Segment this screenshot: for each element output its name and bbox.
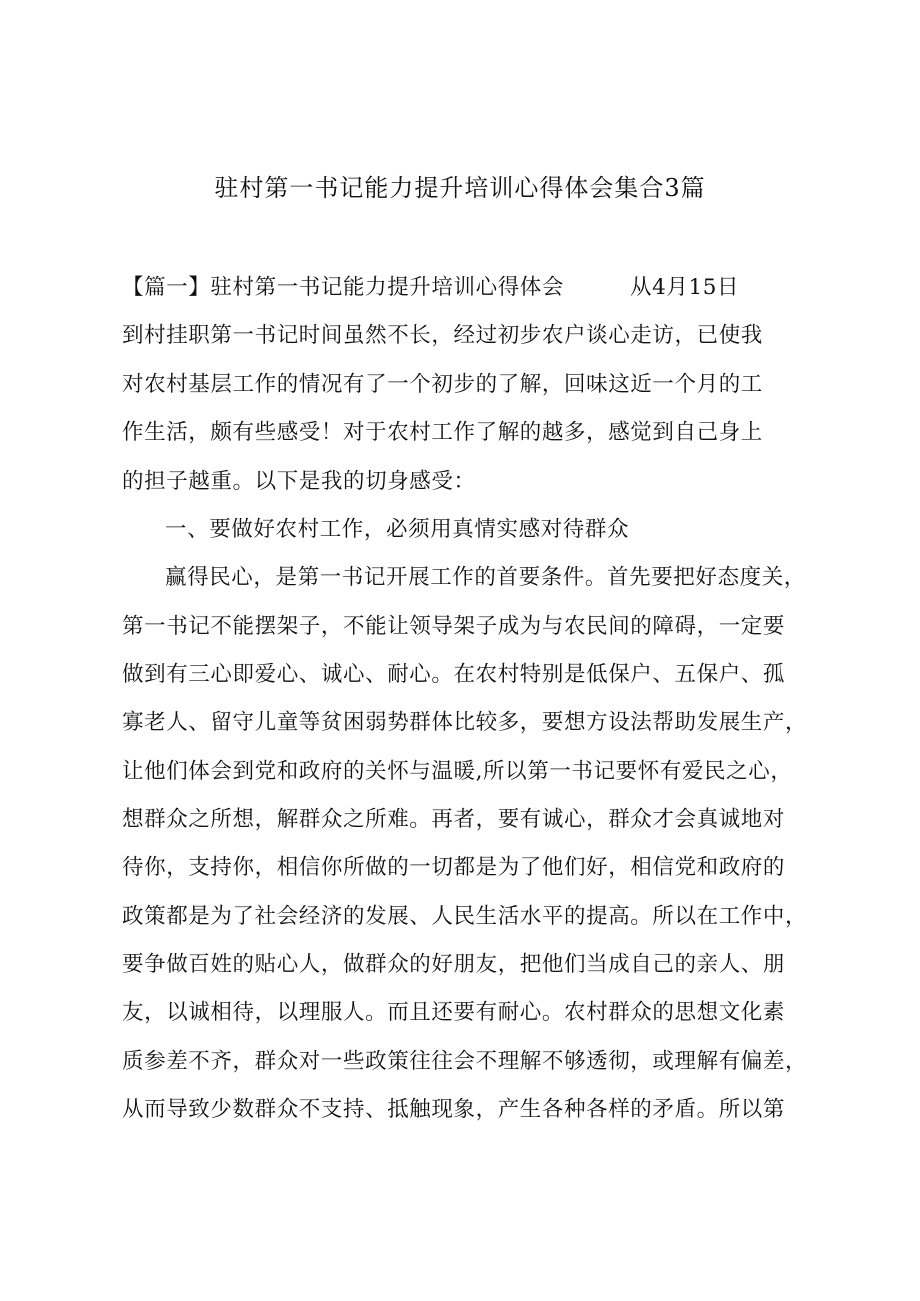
paragraph-line: 作生活，颇有些感受！对于农村工作了解的越多，感觉到自己身上 <box>122 420 763 445</box>
subheading: 一、要做好农村工作，必须用真情实感对待群众 <box>165 517 630 542</box>
section-heading-date: 从4月15日 <box>630 275 740 300</box>
paragraph-line: 到村挂职第一书记时间虽然不长，经过初步农户谈心走访，已使我 <box>122 323 763 348</box>
paragraph-line: 友，以诚相待，以理服人。而且还要有耐心。农村群众的思想文化素 <box>122 1000 786 1025</box>
paragraph-line: 做到有三心即爱心、诚心、耐心。在农村特别是低保户、五保户、孤 <box>122 662 786 687</box>
section-heading: 【篇一】驻村第一书记能力提升培训心得体会 <box>122 275 565 300</box>
section-heading-line <box>122 272 822 304</box>
paragraph-line: 寡老人、留守儿童等贫困弱势群体比较多，要想方设法帮助发展生产， <box>122 710 808 735</box>
paragraph-line: 要争做百姓的贴心人，做群众的好朋友，把他们当成自己的亲人、朋 <box>122 952 786 977</box>
paragraph-line: 想群众之所想，解群众之所难。再者，要有诚心，群众才会真诚地对 <box>122 807 786 832</box>
document-title: 驻村第一书记能力提升培训心得体会集合3篇 <box>214 174 706 202</box>
paragraph-line: 政策都是为了社会经济的发展、人民生活水平的提高。所以在工作中， <box>122 904 808 929</box>
paragraph-line: 待你，支持你，相信你所做的一切都是为了他们好，相信党和政府的 <box>122 855 786 880</box>
paragraph-line: 让他们体会到党和政府的关怀与温暖,所以第一书记要怀有爱民之心， <box>122 759 793 784</box>
paragraph-line: 的担子越重。以下是我的切身感受： <box>122 469 476 494</box>
paragraph-line: 质参差不齐，群众对一些政策往往会不理解不够透彻，或理解有偏差， <box>122 1049 808 1074</box>
paragraph-line: 第一书记不能摆架子，不能让领导架子成为与农民间的障碍，一定要 <box>122 614 786 639</box>
paragraph-line: 赢得民心，是第一书记开展工作的首要条件。首先要把好态度关， <box>165 565 806 590</box>
paragraph-line: 从而导致少数群众不支持、抵触现象，产生各种各样的矛盾。所以第 <box>122 1097 786 1122</box>
paragraph-line: 对农村基层工作的情况有了一个初步的了解，回味这近一个月的工 <box>122 372 763 397</box>
